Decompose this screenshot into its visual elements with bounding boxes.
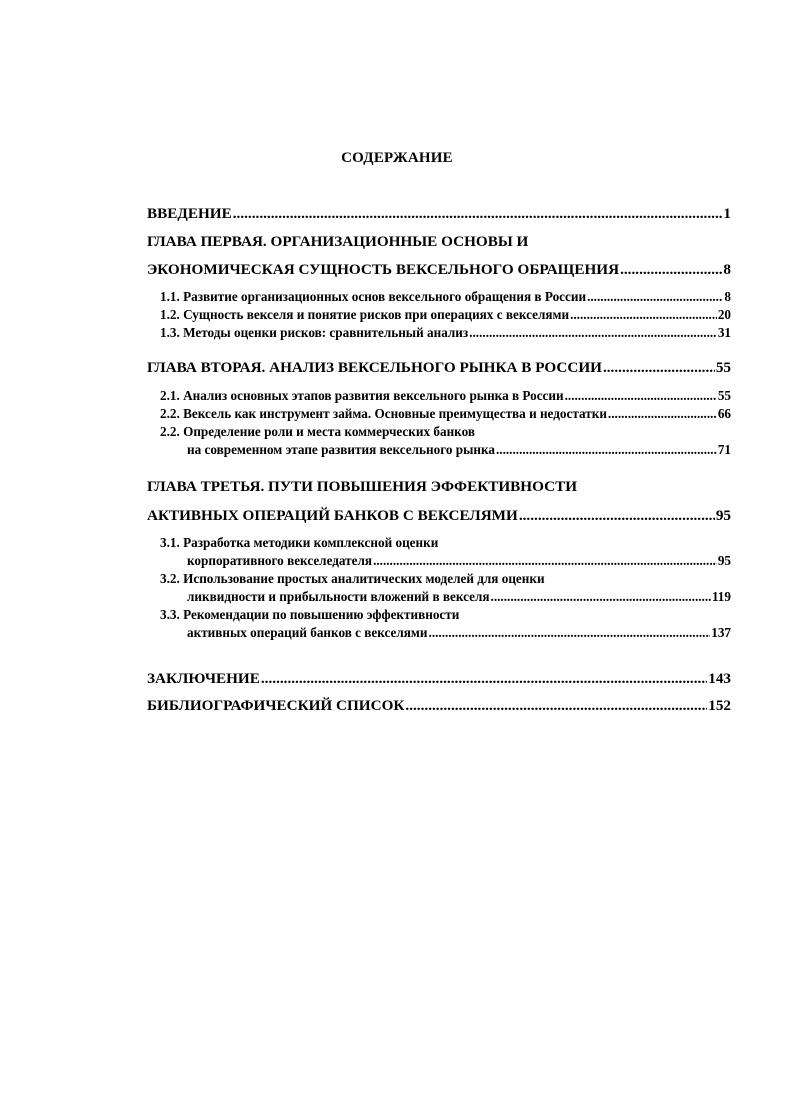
toc-entry-3-3[interactable] (187, 626, 731, 639)
toc-page-number: 95 (717, 553, 731, 568)
leader-dots (608, 407, 717, 420)
toc-entry-label: 2.1. Анализ основных этапов развития вексельного рынка в России (160, 388, 564, 403)
toc-entry-label: ВВЕДЕНИЕ (147, 205, 232, 222)
toc-entry-intro[interactable] (147, 206, 731, 221)
toc-entry-3-3-line1[interactable]: 3.3. Рекомендации по повышению эффективности (160, 607, 460, 622)
toc-entry-label: корпоративного векселедателя (187, 553, 373, 568)
leader-dots (491, 590, 711, 603)
toc-entry-chapter3[interactable] (147, 508, 731, 523)
toc-page-number: 119 (711, 589, 731, 604)
leader-dots (496, 443, 717, 456)
toc-page-number: 8 (723, 261, 731, 278)
toc-entry-1-1[interactable] (160, 290, 731, 303)
toc-page-number: 152 (708, 697, 731, 714)
toc-page-number: 55 (717, 388, 731, 403)
toc-page-number: 20 (717, 307, 731, 322)
toc-entry-label: активных операций банков с векселями (187, 625, 428, 640)
toc-entry-2-2[interactable] (160, 407, 731, 420)
leader-dots (565, 389, 717, 402)
toc-entry-label: АКТИВНЫХ ОПЕРАЦИЙ БАНКОВ С ВЕКСЕЛЯМИ (147, 507, 518, 524)
toc-entry-3-1-line1[interactable]: 3.1. Разработка методики комплексной оценки (160, 535, 439, 550)
leader-dots (261, 671, 707, 686)
toc-chapter1-line1[interactable]: ГЛАВА ПЕРВАЯ. ОРГАНИЗАЦИОННЫЕ ОСНОВЫ И (147, 233, 529, 250)
leader-dots (469, 326, 717, 339)
toc-entry-2-1[interactable] (160, 389, 731, 402)
leader-dots (603, 360, 715, 375)
leader-dots (373, 554, 717, 567)
toc-entry-label: на современном этапе развития вексельного рынка (187, 442, 495, 457)
toc-entry-label: 1.3. Методы оценки рисков: сравнительный анализ (160, 325, 469, 340)
leader-dots (519, 508, 715, 523)
toc-entry-chapter1[interactable] (147, 262, 731, 277)
toc-entry-3-1[interactable] (187, 554, 731, 567)
toc-entry-2-3[interactable] (187, 443, 731, 456)
toc-page-number: 71 (717, 442, 731, 457)
toc-entry-2-3-line1[interactable]: 2.2. Определение роли и места коммерческих банков (160, 424, 475, 439)
toc-page-number: 1 (723, 205, 731, 222)
toc-entry-3-2[interactable] (187, 590, 731, 603)
toc-chapter3-line1[interactable]: ГЛАВА ТРЕТЬЯ. ПУТИ ПОВЫШЕНИЯ ЭФФЕКТИВНОСТИ (147, 478, 578, 495)
toc-page-number: 143 (708, 670, 731, 687)
toc-entry-1-3[interactable] (160, 326, 731, 339)
toc-entry-label: ликвидности и прибыльности вложений в векселя (187, 589, 490, 604)
toc-entry-label: ЭКОНОМИЧЕСКАЯ СУЩНОСТЬ ВЕКСЕЛЬНОГО ОБРАЩЕНИЯ (147, 261, 620, 278)
toc-entry-label: 1.2. Сущность векселя и понятие рисков при операциях с векселями (160, 307, 570, 322)
toc-entry-conclusion[interactable] (147, 671, 731, 686)
toc-page-number: 137 (711, 625, 731, 640)
toc-entry-label: 1.1. Развитие организационных основ вексельного обращения в России (160, 289, 587, 304)
toc-entry-1-2[interactable] (160, 308, 731, 321)
toc-entry-label: ЗАКЛЮЧЕНИЕ (147, 670, 260, 687)
leader-dots (233, 206, 723, 221)
toc-page-number: 8 (724, 289, 731, 304)
toc-entry-chapter2[interactable] (147, 360, 731, 375)
page-title: СОДЕРЖАНИЕ (341, 150, 453, 166)
leader-dots (405, 698, 707, 713)
toc-entry-label: 2.2. Вексель как инструмент займа. Основные преимущества и недостатки (160, 406, 607, 421)
toc-page-number: 31 (717, 325, 731, 340)
leader-dots (587, 290, 723, 303)
toc-page-number: 55 (715, 359, 731, 376)
leader-dots (620, 262, 722, 277)
toc-entry-3-2-line1[interactable]: 3.2. Использование простых аналитических моделей для оценки (160, 571, 545, 586)
toc-entry-label: БИБЛИОГРАФИЧЕСКИЙ СПИСОК (147, 697, 405, 714)
leader-dots (429, 626, 711, 639)
toc-entry-label: ГЛАВА ВТОРАЯ. АНАЛИЗ ВЕКСЕЛЬНОГО РЫНКА В РОССИИ (147, 359, 602, 376)
toc-entry-bibliography[interactable] (147, 698, 731, 713)
toc-page-number: 66 (717, 406, 731, 421)
leader-dots (570, 308, 717, 321)
toc-page-number: 95 (715, 507, 731, 524)
